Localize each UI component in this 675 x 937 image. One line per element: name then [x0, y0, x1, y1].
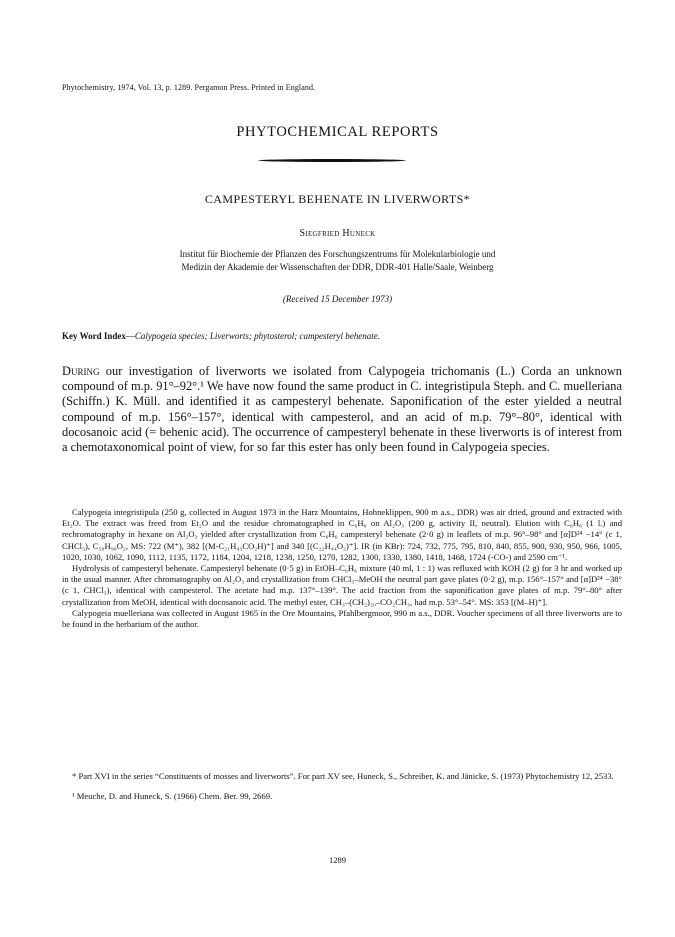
- affiliation-line: Medizin der Akademie der Wissenschaften der DDR, DDR-401 Halle/Saale, Weinberg: [181, 261, 494, 272]
- author-affiliation: [100, 248, 575, 273]
- article-title: CAMPESTERYL BEHENATE IN LIVERWORTS*: [204, 192, 471, 206]
- footnote: * Part XVI in the series “Constituents of mosses and liverworts”. For part XV see, Huneck, S., Schreiber, K. and Jänicke, S. (1973) Phytochemistry 12, 2533.: [72, 771, 614, 781]
- affiliation-line: Institut für Biochemie der Pflanzen des Forschungszentrums für Molekularbiologie und: [179, 249, 496, 259]
- experimental-section: [62, 507, 622, 630]
- experimental-paragraph: Hydrolysis of campesteryl behenate. Campesteryl behenate (0·5 g) in EtOH–C₆H₆ mixture (40 ml, 1 : 1) was refluxed with KOH (2 g) for 3 hr and worked up in the usual manner. After chromatography on Al₂O₃ and crystallization from CHCl₃–MeOH the neutral part gave plates (0·2 g), m.p. 156°–157° and [α]D²⁴ −38° (c 1, CHCl₃), identical with campesterol. The acetate had m.p. 137°–139°. The acid fraction from the saponification gave plates of m.p. 79°–80° after crystallization from MeOH, identical with docosanoic acid. The methyl ester, CH₃–(CH₂)₂₀–CO₂CH₃, had m.p. 53°–54°. MS: 353 [(M–H)⁺].: [62, 563, 622, 607]
- intro-text: our investigation of liverworts we isolated from Calypogeia trichomanis (L.) Corda an unknown compound of m.p. 91°–92°.¹ We have now found the same product in C. integristipula Steph. and C. muelleriana (Schiffn.) K. Müll. and identified it as campesteryl behenate. Saponification of the ester yielded a neutral compound of m.p. 156°–157°, identical with campesterol, and an acid of m.p. 79°–80°, identical with docosanoic acid (= behenic acid). The occurrence of campesteryl behenate in these liverworts is of interest from a chemotaxonomical point of view, for so far this ester has only been found in Calypogeia species.: [62, 364, 622, 455]
- intro-lead-word: During: [62, 364, 100, 378]
- journal-citation-line: Phytochemistry, 1974, Vol. 13, p. 1289. Pergamon Press. Printed in England.: [62, 83, 316, 92]
- page-number: 1289: [329, 855, 346, 865]
- experimental-paragraph: Calypogeia muelleriana was collected in August 1965 in the Ore Mountains, Pfahlbergmoor, 990 m a.s., DDR. Voucher specimens of all three liverworts are to be found in the herbarium of the author.: [62, 607, 622, 630]
- section-title: PHYTOCHEMICAL REPORTS: [236, 124, 439, 140]
- footnote: ¹ Meuche, D. and Huneck, S. (1966) Chem. Ber. 99, 2669.: [72, 790, 273, 801]
- author-name: Siegfried Huneck: [299, 228, 376, 239]
- keyword-index: Key Word Index—Calypogeia species; Liverworts; phytosterol; campesteryl behenate.: [62, 331, 380, 341]
- keyword-index-label: Key Word Index: [62, 331, 126, 341]
- experimental-paragraph: Calypogeia integristipula (250 g, collected in August 1973 in the Harz Mountains, Hohneklippen, 900 m a.s., DDR) was air dried, ground and extracted with Et₂O. The extract was freed from Et₂O and the residue chromatographed in C₆H₆ on Al₂O₃ (200 g, activity II, neutral). Elution with C₆H₆ (1 l.) and rechromatography in hexane on Al₂O₃ yielded after crystallization from C₆H₆ campesteryl behenate (2·0 g) in leaflets of m.p. 96°–98° and [α]D²⁴ −14° (c 1, CHCl₃), C₅₀H₉₀O₂, MS: 722 (M⁺), 382 [(M-C₂₁H₄₃CO₂H)⁺] and 340 [(C₂₂H₄₄O₂)⁺]. IR (in KBr): 724, 732, 775, 795, 810, 840, 855, 900, 930, 950, 966, 1005, 1020, 1030, 1062, 1090, 1112, 1135, 1172, 1184, 1204, 1218, 1238, 1250, 1270, 1282, 1300, 1330, 1380, 1418, 1468, 1724 (-CO-) and 2590 cm⁻¹.: [62, 507, 622, 562]
- title-divider-rule: [258, 159, 406, 162]
- received-date: (Received 15 December 1973): [282, 294, 393, 304]
- introduction-paragraph: [62, 364, 622, 455]
- keyword-index-text: Calypogeia species; Liverworts; phytosterol; campesteryl behenate.: [134, 331, 380, 341]
- footnotes: [62, 771, 622, 810]
